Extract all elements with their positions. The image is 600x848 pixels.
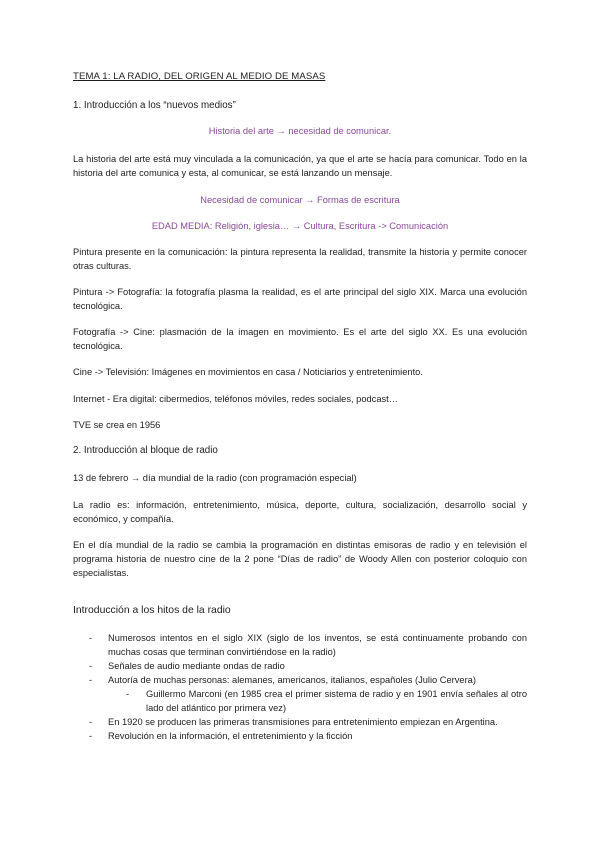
- list-item: - Revolución en la información, el entretenimiento y la ficción: [73, 729, 527, 743]
- paragraph-television: Cine -> Televisión: Imágenes en movimientos en casa / Noticiarios y entretenimiento.: [73, 367, 423, 377]
- list-item: - En 1920 se producen las primeras transmisiones para entretenimiento empiezan en Argentina.: [73, 715, 527, 729]
- section-heading-nuevos-medios: 1. Introducción a los “nuevos medios”: [73, 100, 236, 111]
- bullet-list-hitos: [73, 631, 527, 743]
- highlight-line-historia-arte: Historia del arte → necesidad de comunicar.: [208, 126, 392, 136]
- paragraph-dia-mundial: 13 de febrero → día mundial de la radio (con programación especial): [73, 473, 357, 483]
- paragraph-fotografia: Pintura -> Fotografía: la fotografía plasma la realidad, es el arte principal del siglo XIX. Marca una evolución tecnológica.: [73, 287, 527, 311]
- paragraph-la-radio-es: La radio es: información, entretenimiento, música, deporte, cultura, socialización, desarrollo social y económico, y compañía.: [73, 500, 527, 524]
- section-heading-bloque-radio: 2. Introducción al bloque de radio: [73, 445, 218, 456]
- sub-list-item: - Guillermo Marconi (en 1985 crea el primer sistema de radio y en 1901 envía señales al otro lado del atlántico por primera vez): [73, 687, 527, 715]
- paragraph-pintura: Pintura presente en la comunicación: la pintura representa la realidad, transmite la historia y permite conocer otras culturas.: [73, 247, 527, 271]
- paragraph-cine: Fotografía -> Cine: plasmación de la imagen en movimiento. Es el arte del siglo XX. Es una evolución tecnológica.: [73, 327, 527, 351]
- list-item: - Autoría de muchas personas: alemanes, americanos, italianos, españoles (Julio Cervera): [73, 673, 527, 687]
- highlight-line-formas-escritura: Necesidad de comunicar → Formas de escritura: [200, 195, 400, 205]
- list-item: - Señales de audio mediante ondas de radio: [73, 659, 527, 673]
- list-item: - Numerosos intentos en el siglo XIX (siglo de los inventos, se está continuamente probando con muchas cosas que terminan convirtiéndose en la radio): [73, 631, 527, 659]
- paragraph-tve: TVE se crea en 1956: [73, 420, 161, 430]
- paragraph-historia-arte: La historia del arte está muy vinculada a la comunicación, ya que el arte se hacía para comunicar. Todo en la historia del arte comunica y esta, al comunicar, se está lanzando un mensaje.: [73, 154, 527, 178]
- highlight-line-edad-media: EDAD MEDIA: Religión, iglesia… → Cultura, Escritura -> Comunicación: [151, 221, 449, 231]
- paragraph-dia-mundial-programacion: En el día mundial de la radio se cambia la programación en distintas emisoras de radio y en televisión el programa historia de nuestro cine de la 2 pone “Días de radio” de Woody Allen con posterior coloquio con especialistas.: [73, 540, 527, 578]
- section-heading-hitos-radio: Introducción a los hitos de la radio: [73, 605, 231, 616]
- document-title: TEMA 1: LA RADIO, DEL ORIGEN AL MEDIO DE MASAS: [73, 71, 326, 82]
- paragraph-internet: Internet - Era digital: cibermedios, teléfonos móviles, redes sociales, podcast…: [73, 394, 399, 404]
